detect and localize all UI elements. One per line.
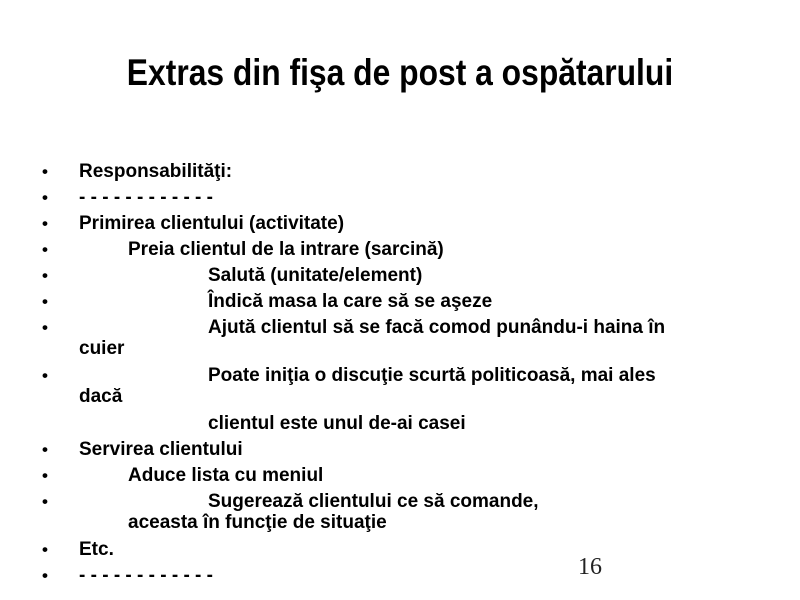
list-item-text: - - - - - - - - - - - -	[79, 565, 213, 586]
list-item-line-continued: aceasta în funcţie de situaţie	[128, 512, 387, 533]
bullet-icon: •	[42, 162, 48, 181]
list-item-text	[79, 317, 769, 359]
bullet-icon: •	[42, 540, 48, 559]
list-item-text: - - - - - - - - - - - -	[79, 187, 213, 208]
list-item-text: Responsabilităţi:	[79, 161, 233, 182]
bullet-icon: •	[42, 492, 48, 511]
list-item	[0, 290, 800, 316]
list-item	[0, 538, 800, 564]
list-item	[0, 438, 800, 464]
list-item	[0, 490, 800, 538]
page-number: 16	[578, 554, 602, 580]
list-item-text: Salută (unitate/element)	[208, 265, 423, 286]
list-item	[0, 316, 800, 364]
bullet-icon: •	[42, 366, 48, 385]
bullet-icon: •	[42, 466, 48, 485]
list-item	[0, 160, 800, 186]
list-item-text	[79, 491, 769, 533]
bullet-icon: •	[42, 318, 48, 337]
bullet-icon: •	[42, 440, 48, 459]
list-item-line: Sugerează clientului ce să comande,	[208, 491, 539, 512]
list-item	[0, 212, 800, 238]
slide-title: Extras din fişa de post a ospătarului	[126, 52, 674, 93]
list-item	[0, 564, 800, 590]
bullet-icon: •	[42, 266, 48, 285]
list-item-text: Servirea clientului	[79, 439, 243, 460]
bullet-icon: •	[42, 214, 48, 233]
list-item-text: Preia clientul de la intrare (sarcină)	[128, 239, 444, 260]
list-item	[0, 464, 800, 490]
list-item-text: Îndică masa la care să se aşeze	[208, 291, 493, 312]
list-item-text: Aduce lista cu meniul	[128, 465, 324, 486]
bullet-icon: •	[42, 240, 48, 259]
list-item-continuation	[0, 412, 800, 438]
bullet-icon: •	[42, 566, 48, 585]
list-item-line: Poate iniţia o discuţie scurtă politicoasă, mai ales	[208, 365, 656, 386]
list-item-line-continued: cuier	[79, 338, 125, 359]
list-item	[0, 238, 800, 264]
list-item-text: clientul este unul de-ai casei	[208, 413, 466, 434]
list-item	[0, 364, 800, 412]
list-item-text: Etc.	[79, 539, 114, 560]
bullet-icon: •	[42, 188, 48, 207]
list-item	[0, 264, 800, 290]
list-item	[0, 186, 800, 212]
bullet-list	[0, 160, 800, 590]
list-item-line-continued: dacă	[79, 386, 123, 407]
list-item-line: Ajută clientul să se facă comod punându-i haina în	[208, 317, 666, 338]
bullet-icon: •	[42, 292, 48, 311]
list-item-text	[79, 365, 769, 407]
list-item-text: Primirea clientului (activitate)	[79, 213, 345, 234]
